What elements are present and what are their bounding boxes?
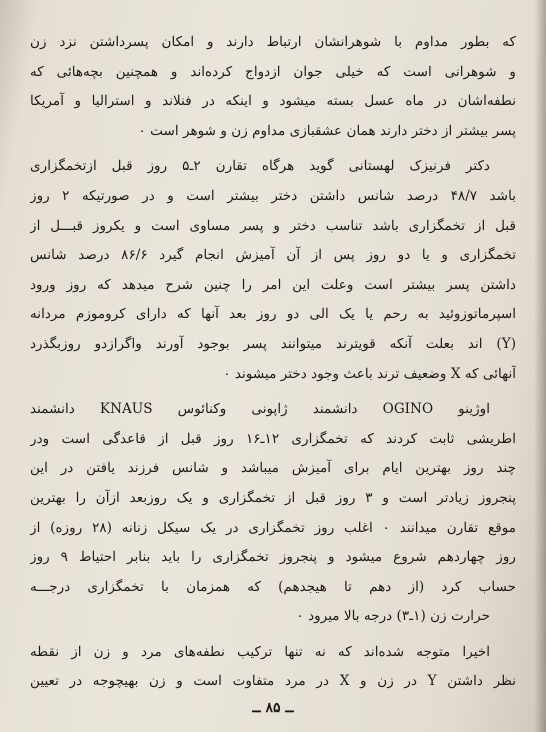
text-line: حساب کرد (از دهم تا هیجدهم) که همزمان با تخمگزاری درجـــه (30, 578, 516, 595)
text-line: تخمگزاری و یا دو روز پس از آن آمیزش انجام گیرد ۸۶/۶ درصد شانس (30, 247, 516, 264)
text-line: اخیرا متوجه شده‌اند که نه تنها ترکیب نطفه‌های مرد و زن از نقطه (30, 643, 490, 660)
text-line: آنهائی که X وضعیف ترند باعث وجود دختر میشوند ۰ (223, 365, 516, 382)
paragraph-4 (30, 638, 516, 697)
text-line: نطفه‌اشان در ماه عسل بسته میشود و اینکه در فنلاند و استرالیا و آمریکا (30, 93, 516, 110)
page-body (30, 28, 516, 703)
text-line: اطریشی ثابت کردند که تخمگزاری ۱۲ـ۱۶ روز قبل از قاعدگی است ودر (30, 430, 516, 447)
text-line: (Y) اند بعلت آنکه قویترند میتوانند پسر بوجود آورند واگرازدو روزبگذرد (30, 335, 516, 352)
paragraph-2 (30, 152, 516, 389)
text-line: موقع تقارن میدانند ۰ اغلب روز تخمگزاری در یک سیکل زنانه (۲۸ روزه) از (30, 519, 516, 536)
text-line: نظر داشتن Y در زن و X در مرد متفاوت است و زن بهیچوجه در تعیین (30, 673, 516, 690)
text-line: و شوهرانی است که خیلی جوان ازدواج کرده‌اند و همچنین بچه‌هائی که (30, 63, 516, 80)
text-line: حرارت زن (۱ـ۳) درجه بالا میرود ۰ (296, 608, 490, 625)
paragraph-3 (30, 395, 516, 632)
page-number: ــ ۸۵ ــ (252, 700, 294, 716)
text-line: دکتر فرنیزک لهستانی گوید هرگاه تقارن ۲ـ۵ روز قبل ازتخمگزاری (30, 158, 490, 175)
text-line: که بطور مداوم با شوهرانشان ارتباط دارند و امکان پسرداشتن نزد زن (30, 34, 516, 50)
text-line: قبل از تخمگزاری باشد تناسب دختر و پسر مساوی است و یکروز قبـــل از (30, 217, 516, 234)
text-line: اسپرماتوزوئید به رحم یا یک الی دو روز بعد آنها که دارای کروموزم مردانه (30, 306, 516, 323)
text-line: اوژینو OGINO دانشمند ژاپونی وکنائوس KNAUS دانشمند (30, 401, 490, 418)
text-line: پسر بیشتر از دختر دارند همان عشقبازی مداوم زن و شوهر است ۰ (138, 122, 516, 139)
text-line: داشتن پسر بیشتر است وعلت این امر را چنین شرح میدهد که روز ورود (30, 276, 516, 293)
text-line: پنجروز زیادتر است و ۳ روز قبل از تخمگزاری و یک روزبعد ازآن را بهترین (30, 489, 516, 506)
text-line: روز چهاردهم شروع میشود و پنجروز تخمگزاری را باید بنابر احتیاط ۹ روز (30, 549, 516, 566)
binding-shadow (534, 0, 546, 732)
paragraph-1 (30, 28, 516, 146)
text-line: باشد ۴۸/۷ درصد شانس داشتن دختر بیشتر است و در صورتیکه ۲ روز (30, 187, 516, 204)
text-line: چند روز بهترین ایام برای آمیزش میباشد و شانس فرزند یافتن در این (30, 460, 516, 477)
